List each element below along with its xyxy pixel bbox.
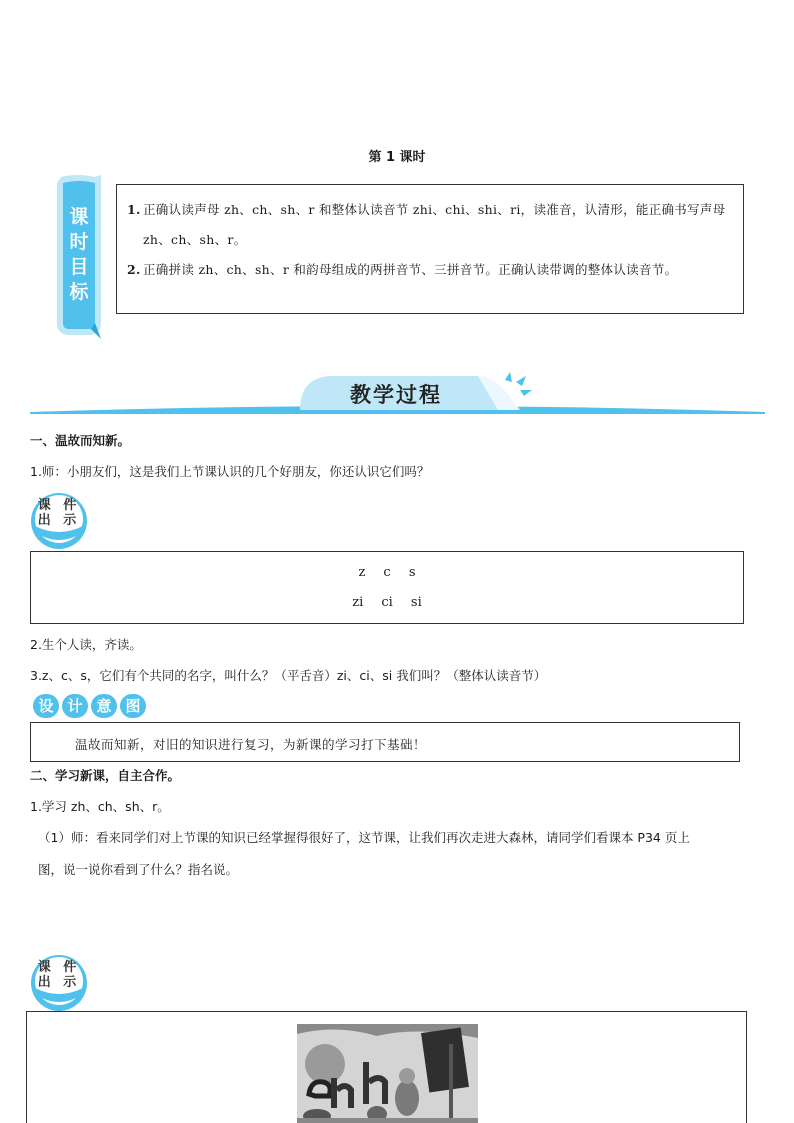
objectives-box	[116, 184, 744, 314]
paragraph: 图，说一说你看到了什么？指名说。	[38, 862, 239, 877]
paragraph: 2.生个人读，齐读。	[30, 637, 142, 652]
badge-text: 课 件	[37, 960, 81, 975]
objective-number: 1.	[127, 202, 141, 217]
tag-char: 意	[91, 694, 117, 718]
courseware-badge	[30, 954, 88, 1012]
pinyin-row: zi ci si	[352, 595, 422, 610]
paragraph: 1.师：小朋友们，这是我们上节课认识的几个好朋友，你还认识它们吗？	[30, 464, 430, 479]
lesson-title: 第 1 课时	[368, 150, 426, 165]
objective-item	[127, 195, 733, 255]
tag-char: 计	[62, 694, 88, 718]
section-heading: 二、学习新课，自主合作。	[30, 768, 181, 783]
forest-illustration	[297, 1024, 478, 1123]
tag-char: 设	[33, 694, 59, 718]
paragraph: 3.z、c、s，它们有个共同的名字，叫什么？（平舌音）zi、ci、si 我们叫？（整体认读音节）	[30, 668, 547, 683]
design-intent-tag	[33, 694, 146, 718]
section-banner-title: 教学过程	[350, 383, 442, 407]
objective-text: 正确认读声母 zh、ch、sh、r 和整体认读音节 zhi、chi、shi、ri，读准音，认清形，能正确书写声母 zh、ch、sh、r。	[143, 202, 726, 247]
design-intent-box	[30, 722, 740, 762]
paragraph: 1.学习 zh、ch、sh、r。	[30, 799, 170, 814]
badge-text: 出 示	[37, 975, 81, 990]
objectives-ribbon	[55, 173, 103, 340]
ribbon-char: 时	[69, 231, 89, 253]
objective-number: 2.	[127, 262, 141, 277]
section-heading: 一、温故而知新。	[30, 433, 131, 448]
design-intent-text: 温故而知新，对旧的知识进行复习，为新课的学习打下基础！	[75, 737, 427, 752]
courseware-badge	[30, 492, 88, 550]
ribbon-char: 课	[69, 206, 89, 228]
badge-text: 出 示	[37, 513, 81, 528]
ribbon-char: 标	[69, 281, 89, 303]
tag-char: 图	[120, 694, 146, 718]
ribbon-char: 目	[69, 256, 89, 278]
pinyin-box	[30, 551, 744, 624]
badge-text: 课 件	[37, 498, 81, 513]
pinyin-row: z c s	[358, 565, 416, 580]
objective-text: 正确拼读 zh、ch、sh、r 和韵母组成的两拼音节、三拼音节。正确认读带调的整体认读音节。	[143, 262, 678, 277]
paragraph: （1）师：看来同学们对上节课的知识已经掌握得很好了，这节课，让我们再次走进大森林，请同学们看课本 P34 页上	[38, 830, 690, 845]
objective-item	[127, 255, 733, 285]
